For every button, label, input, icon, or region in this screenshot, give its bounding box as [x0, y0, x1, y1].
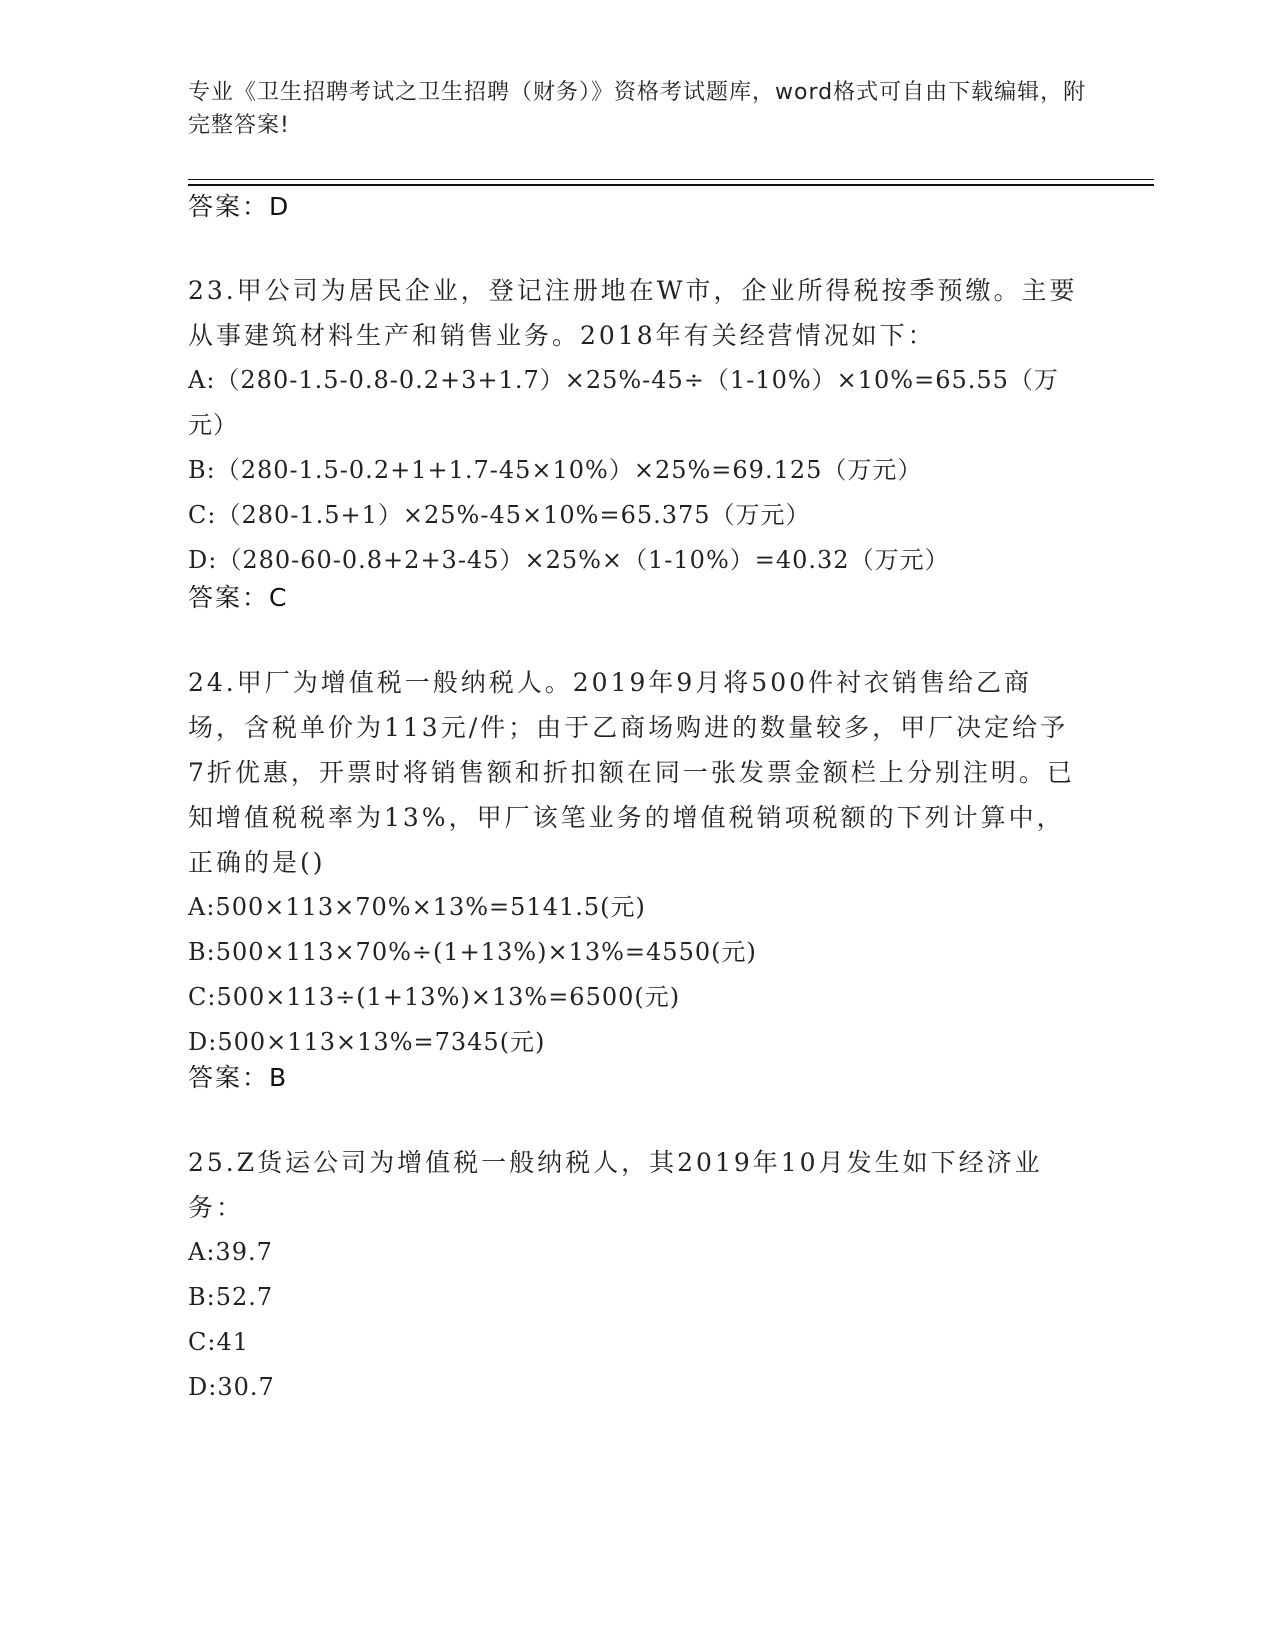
- answer-23: 答案：C: [188, 583, 289, 612]
- option-a: A:（280-1.5-0.8-0.2+3+1.7）×25%-45÷（1-10%）×10%=65.55（万元）: [188, 366, 1059, 439]
- question-stem: 24.甲厂为增值税一般纳税人。2019年9月将500件衬衣销售给乙商场，含税单价为113元/件；由于乙商场购进的数量较多，甲厂决定给予7折优惠，开票时将销售额和折扣额在同一张发票金额栏上分别注明。已知增值税税率为13%，甲厂该笔业务的增值税销项税额的下列计算中，正确的是(): [188, 668, 1075, 877]
- option-a: A:500×113×70%×13%=5141.5(元): [188, 893, 646, 921]
- option-d: D:（280-60-0.8+2+3-45）×25%×（1-10%）=40.32（万元）: [188, 546, 950, 574]
- option-a: A:39.7: [188, 1238, 273, 1266]
- option-b: B:（280-1.5-0.2+1+1.7-45×10%）×25%=69.125（万元）: [188, 456, 923, 484]
- option-b: B:52.7: [188, 1283, 274, 1311]
- option-c: C:500×113÷(1+13%)×13%=6500(元): [188, 983, 681, 1011]
- question-stem: 23.甲公司为居民企业，登记注册地在W市，企业所得税按季预缴。主要从事建筑材料生产和销售业务。2018年有关经营情况如下：: [188, 276, 1078, 350]
- question-24: [188, 660, 1078, 1065]
- header-text: 专业《卫生招聘考试之卫生招聘（财务）》资格考试题库，word格式可自由下载编辑，附完整答案!: [188, 80, 1087, 138]
- option-d: D:30.7: [188, 1373, 275, 1401]
- option-c: C:（280-1.5+1）×25%-45×10%=65.375（万元）: [188, 501, 811, 529]
- answer-24: 答案：B: [188, 1063, 289, 1092]
- question-25: [188, 1140, 1078, 1410]
- question-23: [188, 268, 1078, 583]
- option-d: D:500×113×13%=7345(元): [188, 1028, 546, 1056]
- prev-answer: 答案：D: [188, 192, 291, 221]
- document-header: [188, 76, 1088, 142]
- header-divider-thick: [188, 184, 1154, 186]
- option-c: C:41: [188, 1328, 249, 1356]
- option-b: B:500×113×70%÷(1+13%)×13%=4550(元): [188, 938, 757, 966]
- header-divider-thin: [188, 179, 1154, 180]
- question-stem: 25.Z货运公司为增值税一般纳税人，其2019年10月发生如下经济业务：: [188, 1148, 1043, 1222]
